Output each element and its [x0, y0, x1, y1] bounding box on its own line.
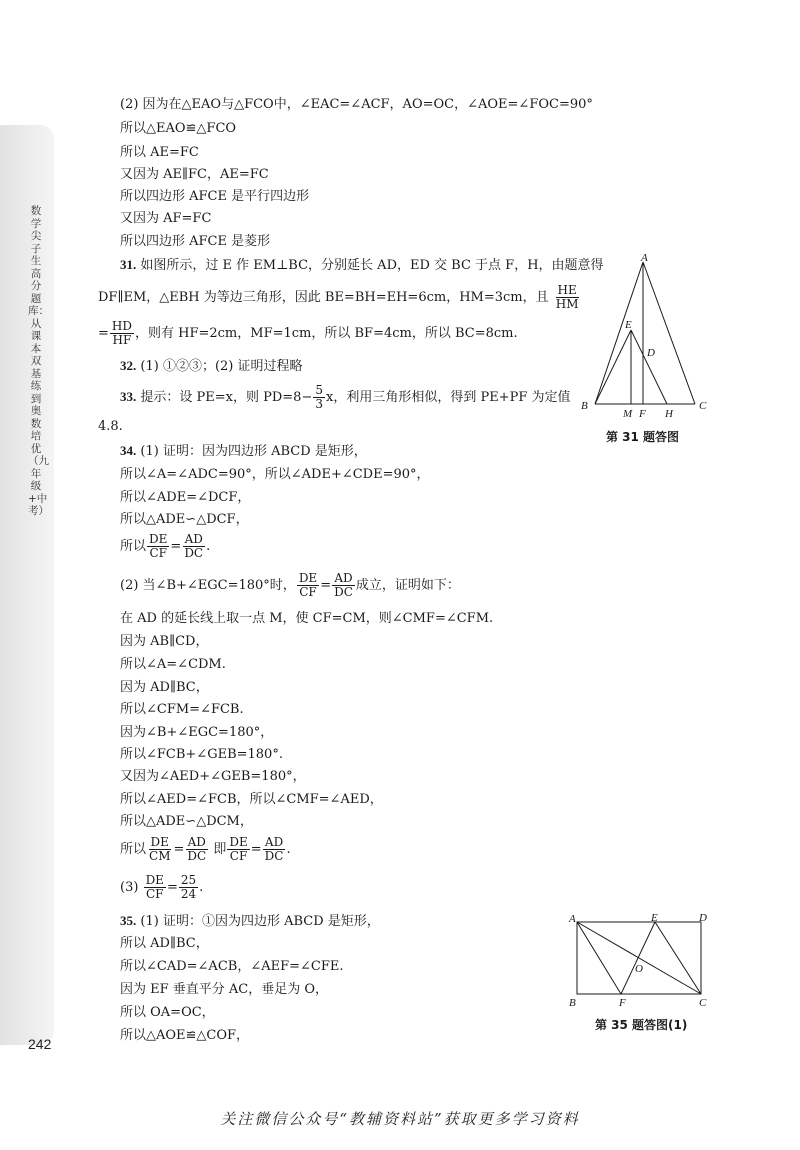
label: 即: [213, 842, 227, 857]
fraction: [182, 533, 205, 560]
fraction: [147, 533, 169, 560]
numerator: DE: [150, 835, 169, 849]
text-line: 所以△AOE≌△COF，: [120, 1028, 250, 1043]
line-AF: [577, 922, 621, 994]
denominator: 24: [180, 887, 197, 901]
fraction: [227, 836, 249, 863]
text-line: 因为∠B+∠EGC=180°，: [120, 725, 274, 740]
line-EB: [595, 330, 631, 404]
label: 成立，证明如下：: [355, 578, 460, 593]
numerator: AD: [187, 835, 206, 849]
label-A: A: [569, 913, 576, 925]
denominator: 3: [315, 397, 323, 411]
figure-35-caption: 第 35 题答图(1): [595, 1018, 688, 1032]
label-B: B: [569, 997, 576, 1009]
numerator: HD: [111, 319, 132, 333]
question-31-line: [120, 256, 604, 275]
denominator: DC: [187, 849, 207, 863]
denominator: DC: [334, 585, 353, 599]
fraction: [313, 384, 325, 411]
text-line: 所以△ADE∽△DCM，: [120, 814, 253, 829]
question-31-line: [98, 320, 518, 347]
line-EF: [621, 922, 655, 994]
side-title: 数学尖子生高分题库：从课本双基练到奥数培优（九年级+中考）: [28, 205, 49, 517]
text-line: 又因为 AE∥FC，AE=FC: [120, 167, 269, 182]
label: (3): [120, 880, 139, 895]
fraction: [185, 836, 208, 863]
text-line: 所以△ADE∽△DCF，: [120, 512, 249, 527]
figure-35: [565, 910, 715, 1010]
label-E: E: [651, 912, 658, 924]
label-D: D: [647, 347, 655, 359]
fraction: [179, 874, 198, 901]
numerator: 5: [315, 383, 323, 397]
text-line: 又因为 AF=FC: [120, 211, 212, 226]
denominator: CF: [146, 887, 164, 901]
text-line: 所以 $\frac{DE}{CF}$ = $\frac{AD}{DC}$ .: [120, 532, 211, 560]
text-line: 因为 EF 垂直平分 AC，垂足为 O，: [120, 982, 329, 997]
label-D: D: [699, 912, 707, 924]
text-line: (3) $\frac{DE}{CF}$ = $\frac{25}{24}$ .: [120, 873, 204, 901]
denominator: HM: [555, 297, 579, 311]
text-line: 所以△EAO≌△FCO: [120, 121, 237, 136]
fraction: [263, 836, 286, 863]
text-line: 所以∠AED=∠FCB，所以∠CMF=∠AED，: [120, 792, 383, 807]
text-line: 所以∠CAD=∠ACB，∠AEF=∠CFE.: [120, 959, 344, 974]
question-32-line: [120, 357, 303, 376]
numerator: AD: [184, 532, 203, 546]
numerator: HE: [557, 283, 577, 297]
numerator: AD: [264, 835, 284, 849]
side-tab: [0, 125, 54, 1045]
question-text: x，利用三角形相似，得到 PE+PF 为定值: [325, 390, 571, 405]
denominator: CF: [149, 546, 167, 560]
question-34-line: [120, 442, 367, 461]
line-EH: [631, 330, 667, 404]
fraction: [144, 874, 166, 901]
text-line: 因为 AB∥CD，: [120, 634, 209, 649]
question-number: 33.: [120, 389, 137, 404]
punct: .: [206, 539, 211, 554]
numerator: 25: [180, 873, 197, 887]
label-B: B: [581, 400, 588, 412]
question-text: (1) ①②③；(2) 证明过程略: [140, 359, 303, 374]
text-line: 所以 $\frac{DE}{CM}$ = $\frac{AD}{DC}$ 即 $\frac{DE}{CF}$ = $\frac{AD}{DC}$ .: [120, 835, 291, 863]
text-line: 4.8.: [98, 419, 123, 434]
fraction: [297, 572, 319, 599]
denominator: CF: [299, 585, 317, 599]
text-line: 所以四边形 AFCE 是菱形: [120, 234, 271, 249]
question-text: (1) 证明：因为四边形 ABCD 是矩形，: [140, 444, 367, 459]
line-AC: [643, 262, 695, 404]
numerator: DE: [149, 532, 168, 546]
label: 所以: [120, 539, 147, 554]
label-F: F: [619, 997, 626, 1009]
question-31-line: [98, 284, 582, 311]
question-33-line: [120, 384, 570, 411]
page-number: 242: [28, 1036, 52, 1052]
denominator: CF: [229, 849, 248, 863]
question-text: ，则有 HF=2cm，MF=1cm，所以 BF=4cm，所以 BC=8cm.: [135, 326, 518, 341]
question-number: 32.: [120, 358, 137, 373]
question-text: 如图所示，过 E 作 EM⊥BC，分别延长 AD，ED 交 BC 于点 F，H，由题意得: [140, 258, 604, 273]
figure-31-caption: 第 31 题答图: [606, 430, 680, 444]
question-number: 31.: [120, 257, 137, 272]
label-C: C: [699, 400, 707, 412]
text-line: (2) 因为在△EAO与△FCO中，∠EAC=∠ACF，AO=OC，∠AOE=∠FOC=90°: [120, 97, 593, 112]
text-line: 所以∠ADE=∠DCF，: [120, 490, 251, 505]
text-line: (2) 当∠B+∠EGC=180°时， $\frac{DE}{CF}$ = $\frac{AD}{DC}$ 成立，证明如下：: [120, 571, 460, 599]
question-number: 35.: [120, 913, 137, 928]
text-line: 又因为∠AED+∠GEB=180°，: [120, 769, 306, 784]
numerator: DE: [298, 571, 318, 585]
denominator: DC: [264, 849, 284, 863]
label-E: E: [625, 319, 632, 331]
text-line: 所以∠CFM=∠FCB.: [120, 702, 244, 717]
line-EC: [655, 922, 701, 994]
label-A: A: [641, 252, 648, 264]
question-text: DF∥EM，△EBH 为等边三角形，因此 BE=BH=EH=6cm，HM=3cm，且: [98, 290, 549, 305]
footer-note: 关注微信公众号“教辅资料站”获取更多学习资料: [220, 1110, 580, 1128]
denominator: HF: [112, 333, 132, 347]
fraction: [110, 320, 134, 347]
text-line: 所以 OA=OC，: [120, 1005, 215, 1020]
label-O: O: [635, 963, 643, 975]
question-text: 提示：设 PE=x，则 PD=8−: [140, 390, 313, 405]
numerator: DE: [229, 835, 248, 849]
label: (2) 当∠B+∠EGC=180°时，: [120, 578, 296, 593]
label: 所以: [120, 842, 147, 857]
numerator: AD: [334, 571, 353, 585]
numerator: DE: [145, 873, 164, 887]
label-M: M: [623, 408, 633, 420]
text-line: 所以 AE=FC: [120, 145, 199, 160]
question-35-line: [120, 912, 380, 931]
text-line: 所以∠A=∠CDM.: [120, 657, 226, 672]
text-line: 所以 AD∥BC，: [120, 936, 209, 951]
text-line: 因为 AD∥BC，: [120, 680, 209, 695]
fraction: [147, 836, 172, 863]
line-AB: [595, 262, 643, 404]
text-line: 在 AD 的延长线上取一点 M，使 CF=CM，则∠CMF=∠CFM.: [120, 611, 494, 626]
label-C: C: [699, 997, 707, 1009]
denominator: DC: [184, 546, 204, 560]
question-text: (1) 证明：①因为四边形 ABCD 是矩形，: [140, 914, 380, 929]
line-AC: [577, 922, 701, 994]
question-number: 34.: [120, 443, 137, 458]
fraction: [332, 572, 355, 599]
text-line: 所以∠A=∠ADC=90°，所以∠ADE+∠CDE=90°，: [120, 467, 430, 482]
denominator: CM: [149, 849, 171, 863]
text-line: 所以四边形 AFCE 是平行四边形: [120, 189, 310, 204]
equals: =: [98, 326, 109, 341]
text-line: 所以∠FCB+∠GEB=180°.: [120, 747, 283, 762]
label-H: H: [665, 408, 673, 420]
figure-31: [575, 252, 715, 422]
label-F: F: [639, 408, 646, 420]
